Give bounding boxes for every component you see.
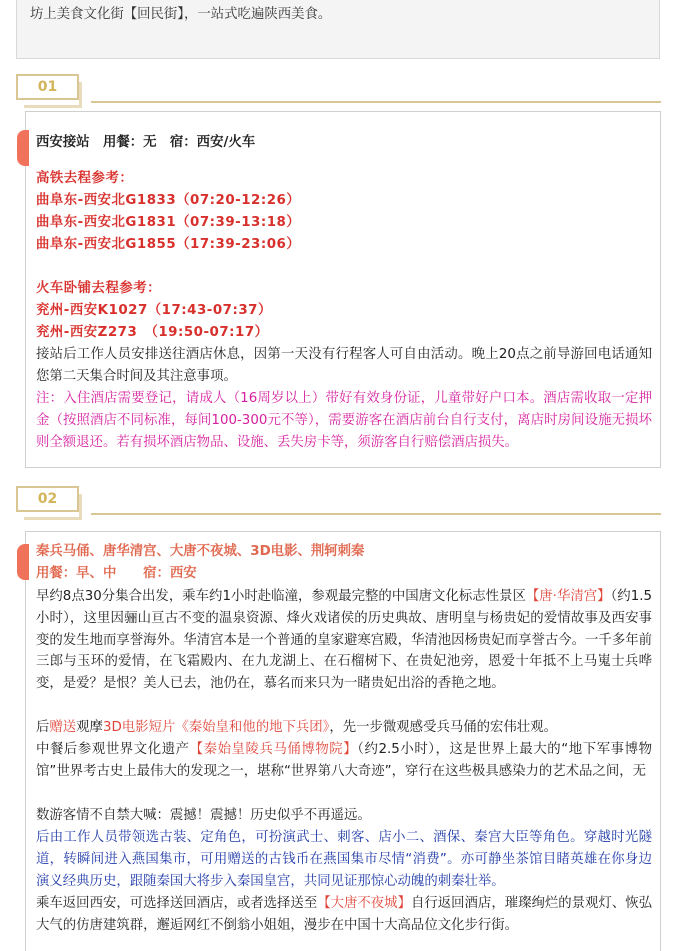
day2-divider: [91, 513, 661, 515]
rail-option-3: 曲阜东-西安北G1855（17:39-23:06）: [36, 237, 301, 252]
qin-experience-paragraph: 后由工作人员带领选古装、定角色，可扮演武士、刺客、店小二、酒保、秦宫大臣等角色。穿越时光隧道，转瞬间进入燕国集市，可用赠送的古钱币在燕国集市尽情“消费”。亦可静坐茶馆目睹英雄在你身边演义经典历史，跟随秦国大将步入秦国皇宫，共同见证那惊心动魄的刺秦壮举。: [36, 830, 652, 889]
film-paragraph: 后赠送观摩3D电影短片《秦始皇和他的地下兵团》，先一步微观感受兵马俑的宏伟壮观。: [36, 720, 557, 735]
sleeper-title: 火车卧铺去程参考：: [36, 281, 162, 296]
day2-header-title: 秦兵马俑、唐华清宫、大唐不夜城、3D电影、荆轲刺秦: [36, 544, 365, 559]
day1-heading: [16, 74, 661, 104]
day2-tab-marker: [17, 544, 29, 580]
day1-badge: 01: [16, 74, 79, 100]
hotel-note: 注：入住酒店需要登记，请成人（16周岁以上）带好有效身份证，儿童带好户口本。酒店需收取一定押金（按照酒店不同标准，每间100-300元不等），需要游客在酒店前台自行支付，离店时房间设施无损坏则全额退还。若有损坏酒店物品、设施、丢失房卡等，须游客自行赔偿酒店损失。: [36, 391, 652, 450]
day2-badge: 02: [16, 486, 79, 512]
pickup-paragraph: 接站后工作人员安排送往酒店休息，因第一天没有行程客人可自由活动。晚上20点之前导游回电话通知您第二天集合时间及其注意事项。: [36, 347, 652, 384]
intro-text: 坊上美食文化街【回民街】，一站式吃遍陕西美食。: [30, 7, 332, 22]
huaqing-highlight: 【唐·华清宫】: [525, 589, 611, 604]
datang-highlight: 【大唐不夜城】: [317, 896, 411, 911]
rail-title: 高铁去程参考：: [36, 171, 134, 186]
huaqing-paragraph: 早约8点30分集合出发，乘车约1小时赴临潼，参观最完整的中国唐文化标志性景区【唐·华清宫】（约1.5小时），这里因骊山亘古不变的温泉资源、烽火戏诸侯的历史典故、唐明皇与杨贵妃的爱情故事及西安事变的发生地而享誉海外。华清宫本是一个普通的皇家避寒宫殿，华清池因杨贵妃而享誉古今。一千多年前三郎与玉环的爱情，在飞霜殿内、在九龙湖上、在石榴树下、在贵妃池旁，恩爱十年抵不上马嵬士兵哗变，是爱？是恨？美人已去，池仍在，慕名而来只为一睹贵妃出浴的香艳之地。: [36, 589, 652, 692]
rail-option-2: 曲阜东-西安北G1831（07:39-13:18）: [36, 215, 301, 230]
day1-card: [25, 111, 661, 468]
sleeper-option-1: 兖州-西安K1027（17:43-07:37）: [36, 303, 272, 318]
day2-card: [25, 531, 661, 951]
gift-label: 赠送: [49, 720, 77, 735]
return-paragraph: 乘车返回西安，可选择送回酒店，或者选择送至【大唐不夜城】自行返回酒店，璀璨绚烂的景观灯、恢弘大气的仿唐建筑群，邂逅网红不倒翁小姐姐，漫步在中国十大高品位文化步行街。: [36, 896, 653, 933]
rail-option-1: 曲阜东-西安北G1833（07:20-12:26）: [36, 193, 301, 208]
intro-box: [16, 0, 660, 59]
day2-heading: [16, 486, 661, 516]
day1-header: 西安接站 用餐：无 宿：西安/火车: [36, 135, 256, 150]
terracotta-paragraph: 中餐后参观世界文化遗产【秦始皇陵兵马俑博物院】（约2.5小时），这是世界上最大的“地下军事博物馆”世界考古史上最伟大的发现之一，堪称“世界第八大奇迹”，穿行在这些极具感染力的艺术品之间，无: [36, 742, 652, 779]
day1-tab-marker: [17, 130, 29, 166]
amazement-line: 数游客情不自禁大喊：震撼！震撼！历史似乎不再遥远。: [36, 808, 371, 823]
day2-header-meals: 用餐：早、中 宿：西安: [36, 566, 197, 581]
film-title: 3D电影短片《秦始皇和他的地下兵团》: [102, 720, 330, 735]
sleeper-option-2: 兖州-西安Z273 （19:50-07:17）: [36, 325, 269, 340]
terracotta-highlight: 【秦始皇陵兵马俑博物院】: [189, 742, 358, 757]
day1-divider: [91, 101, 661, 103]
